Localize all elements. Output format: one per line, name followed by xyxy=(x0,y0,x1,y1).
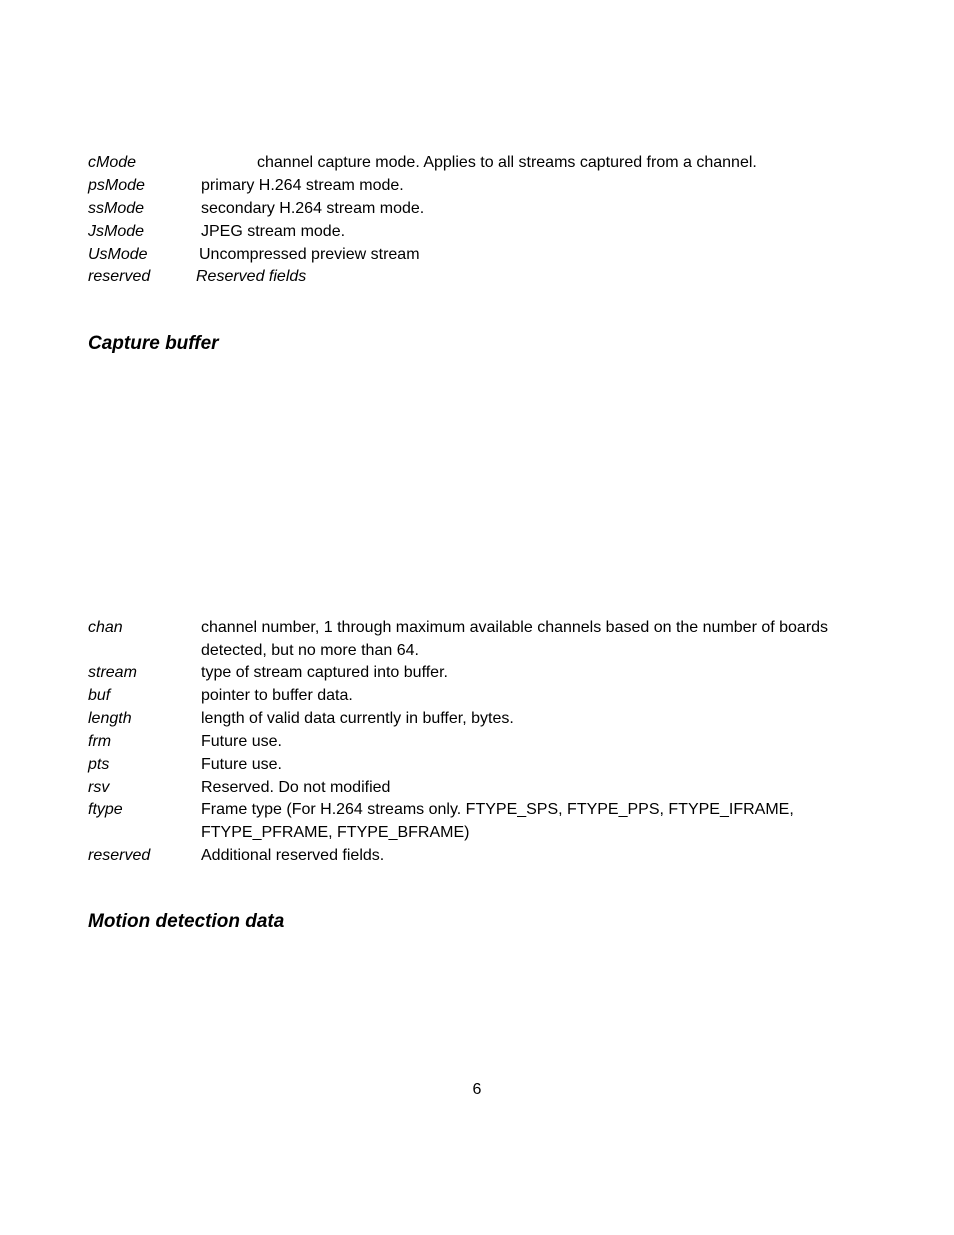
definition-description: type of stream captured into buffer. xyxy=(201,664,448,681)
definition-term: ssMode xyxy=(88,200,145,217)
definition-term: UsMode xyxy=(88,246,148,263)
definition-description: Reserved. Do not modified xyxy=(201,779,391,796)
definition-description: secondary H.264 stream mode. xyxy=(201,200,425,217)
definition-term: rsv xyxy=(88,779,110,796)
definition-description: Reserved fields xyxy=(196,268,307,285)
definition-term: reserved xyxy=(88,268,151,285)
definition-term: stream xyxy=(88,664,137,681)
definition-description: Additional reserved fields. xyxy=(201,847,385,864)
definition-term: ftype xyxy=(88,801,123,818)
definition-description: channel number, 1 through maximum available channels based on the number of boards detected, but no more than 64. xyxy=(201,619,829,659)
section-heading-capture-buffer: Capture buffer xyxy=(88,333,219,354)
definition-term: pts xyxy=(88,756,110,773)
section-heading-motion-detection: Motion detection data xyxy=(88,911,285,932)
definition-term: length xyxy=(88,710,132,727)
definition-term: reserved xyxy=(88,847,151,864)
definition-description: length of valid data currently in buffer, bytes. xyxy=(201,710,514,727)
page-number: 6 xyxy=(472,1081,482,1098)
definition-term: frm xyxy=(88,733,112,750)
definition-description: primary H.264 stream mode. xyxy=(201,177,404,194)
definition-description: Future use. xyxy=(201,733,282,750)
definition-term: chan xyxy=(88,619,123,636)
definition-description: Frame type (For H.264 streams only. FTYPE_SPS, FTYPE_PPS, FTYPE_IFRAME, FTYPE_PFRAME, FTYPE_BFRAME) xyxy=(201,801,794,841)
definition-description: JPEG stream mode. xyxy=(201,223,346,240)
definition-description: pointer to buffer data. xyxy=(201,687,353,704)
definition-description: Uncompressed preview stream xyxy=(199,246,420,263)
definition-description: channel capture mode. Applies to all streams captured from a channel. xyxy=(257,154,757,171)
definition-term: JsMode xyxy=(88,223,145,240)
definition-description: Future use. xyxy=(201,756,282,773)
definition-term: psMode xyxy=(88,177,145,194)
definition-term: cMode xyxy=(88,154,137,171)
definition-term: buf xyxy=(88,687,111,704)
